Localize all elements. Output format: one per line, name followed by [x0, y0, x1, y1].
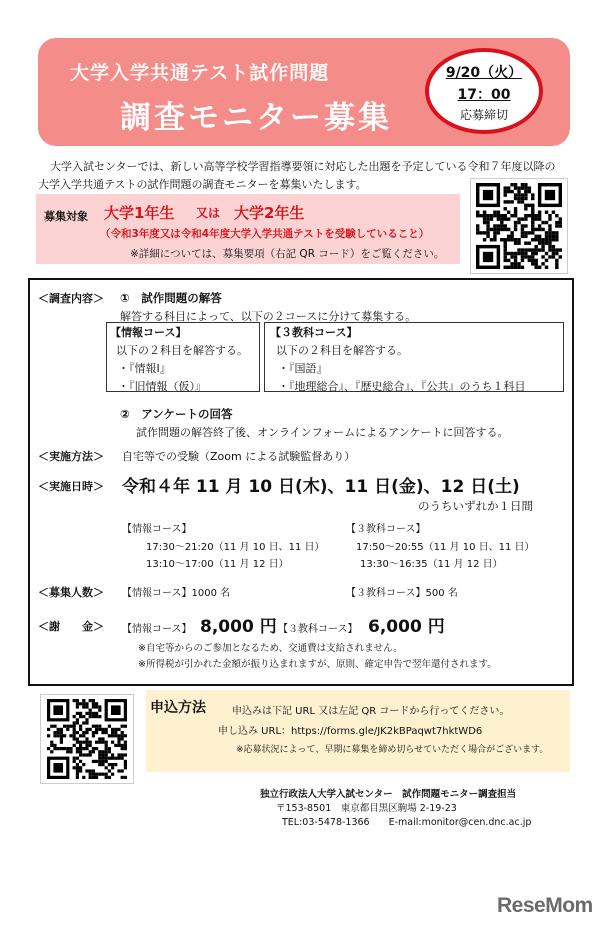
- info-course-item: ・『情報Ⅰ』: [118, 362, 171, 375]
- target-details: ※詳細については、募集要項（右記 QR コード）をご覧ください。: [130, 248, 445, 260]
- deadline-label: 応募締切: [459, 108, 508, 122]
- apply-line1: 申込みは下記 URL 又は左記 QR コードから行ってください。: [232, 706, 510, 717]
- survey-item1-desc: 解答する科目によって、以下の２コースに分けて募集する。: [120, 310, 417, 323]
- dates-three-time: 17:50～20:55（11 月 10 日、11 日）: [356, 542, 535, 553]
- dates-three-title: 【３教科コース】: [346, 524, 426, 535]
- target-connector: 又は: [196, 206, 221, 220]
- survey-item2-title: ② アンケートの回答: [120, 407, 233, 421]
- target-note: （令和3年度又は令和4年度大学入学共通テストを受験していること）: [100, 228, 430, 240]
- contact-tel-email: TEL:03-5478-1366 E-mail:monitor@cen.dnc.ac.jp: [282, 817, 532, 828]
- recruit-three: 【３教科コース】500 名: [346, 588, 458, 599]
- info-course-item: ・『旧情報（仮）』: [118, 380, 206, 393]
- apply-note: ※応募状況によって、早期に募集を締め切らせていただく場合がございます。: [236, 745, 549, 755]
- reward-note-2: ※所得税が引かれた金額が振り込まれますが、原則、確定申告で翌年還付されます。: [138, 659, 497, 670]
- dates-sub: のうちいずれか１日間: [418, 499, 533, 513]
- survey-item2-desc: 試作問題の解答終了後、オンラインフォームによるアンケートに回答する。: [136, 426, 509, 439]
- deadline-time: 17：00: [457, 87, 511, 103]
- reward-label: ＜謝 金＞: [38, 620, 104, 633]
- deadline-badge: [425, 48, 543, 134]
- dates-value: 令和４年 11 月 10 日(木)、11 日(金)、12 日(土): [122, 477, 520, 497]
- apply-title: 申込方法: [150, 700, 206, 716]
- method-label: ＜実施方法＞: [38, 450, 104, 463]
- target-value-2: 大学2年生: [234, 204, 305, 222]
- dates-info-time: 17:30～21:20（11 月 10 日、11 日）: [146, 542, 325, 553]
- dates-label: ＜実施日時＞: [38, 480, 104, 493]
- three-course-desc: 以下の２科目を解答する。: [276, 344, 408, 357]
- reward-note-1: ※自宅等からのご参加となるため、交通費は支給されません。: [138, 643, 403, 654]
- survey-item1-title: ① 試作問題の解答: [120, 291, 222, 305]
- dates-info-time: 13:10～17:00（11 月 12 日）: [146, 559, 289, 570]
- target-label: 募集対象: [44, 210, 88, 223]
- qr-code-icon[interactable]: [470, 178, 568, 274]
- contact-address: 〒153-8501 東京都目黒区駒場 2-19-23: [276, 803, 457, 814]
- three-course-title: 【３教科コース】: [270, 326, 358, 339]
- apply-url[interactable]: 申し込み URL：https://forms.gle/JK2kBPaqwt7hktWD6: [218, 726, 483, 737]
- contact-org: 独立行政法人大学入試センター 試作問題モニター調査担当: [260, 789, 517, 800]
- method-value: 自宅等での受験（Zoom による試験監督あり）: [122, 450, 356, 463]
- three-course-item: ・『国語』: [278, 362, 328, 375]
- recruit-info: 【情報コース】1000 名: [122, 588, 231, 599]
- recruit-label: ＜募集人数＞: [38, 586, 104, 599]
- page-title: 調査モニター募集: [120, 100, 392, 136]
- target-value-1: 大学1年生: [104, 204, 175, 222]
- info-course-title: 【情報コース】: [110, 326, 187, 339]
- reward-three-value: 6,000 円: [368, 617, 445, 637]
- reward-info-label: 【情報コース】: [122, 624, 192, 635]
- survey-label: ＜調査内容＞: [38, 292, 104, 305]
- info-course-desc: 以下の２科目を解答する。: [116, 344, 248, 357]
- resemom-logo: ReseMom: [497, 894, 593, 917]
- title-line1: 大学入学共通テスト試作問題: [70, 62, 330, 84]
- deadline-date: 9/20（火）: [445, 65, 523, 81]
- dates-info-title: 【情報コース】: [122, 524, 192, 535]
- intro-line1: 大学入試センターでは、新しい高等学校学習指導要領に対応した出題を予定している令和７年度以降の: [50, 160, 556, 173]
- qr-code-icon[interactable]: [40, 694, 134, 784]
- dates-three-time: 13:30～16:35（11 月 12 日）: [360, 559, 503, 570]
- reward-info-value: 8,000 円: [200, 617, 277, 637]
- three-course-item: ・『地理総合』、『歴史総合』、『公共』のうち１科目: [278, 380, 526, 393]
- reward-three-label: 【３教科コース】: [278, 624, 358, 635]
- intro-line2: 大学入学共通テストの試作問題の調査モニターを募集いたします。: [38, 178, 367, 191]
